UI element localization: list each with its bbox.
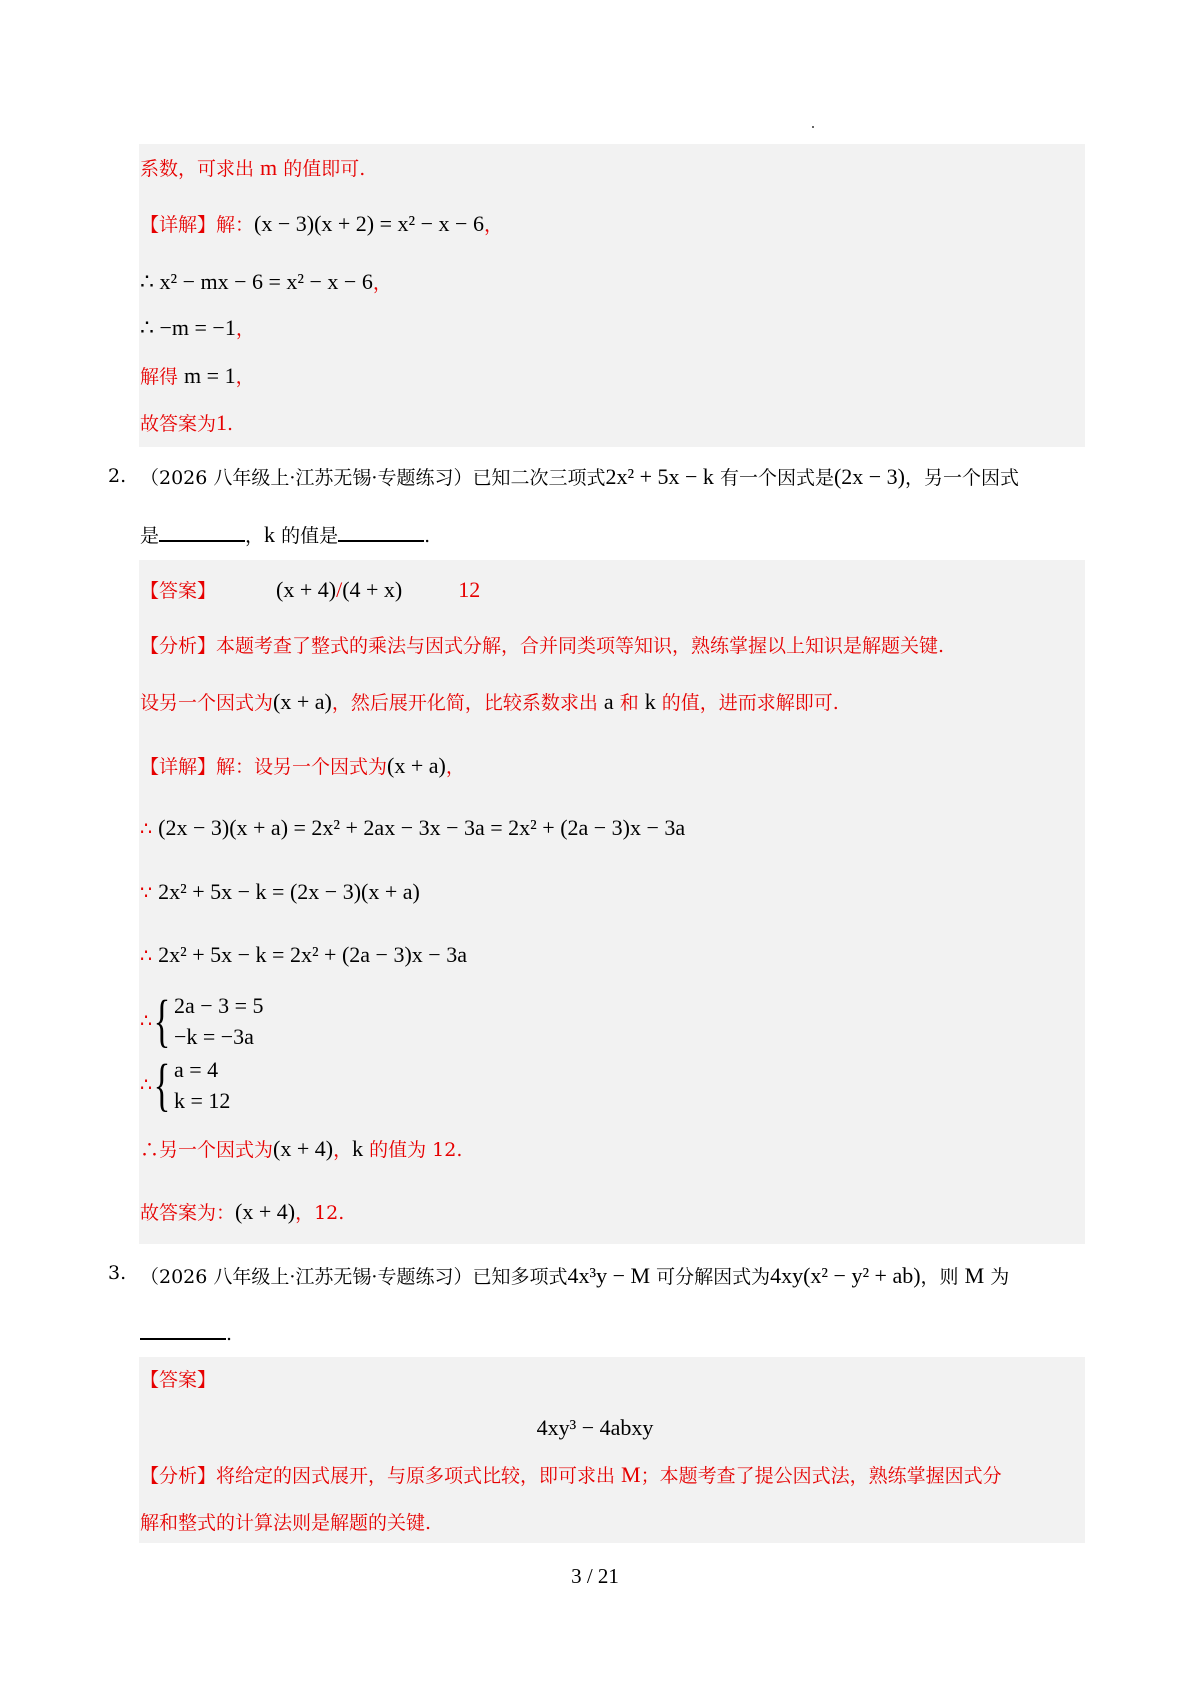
text-segment: 的值，进而求解即可. <box>655 692 839 714</box>
text-segment: ，另一个因式 <box>905 467 1020 489</box>
math-expression: (x + a) <box>273 689 332 714</box>
text-segment: ， <box>235 318 255 340</box>
question-2-text <box>140 463 1019 492</box>
text-line <box>140 154 365 183</box>
equation: −k = −3a <box>173 1024 254 1049</box>
answer-value: (4 + x) <box>342 577 403 602</box>
question-number: 2. <box>108 465 127 487</box>
math-expression: k <box>644 689 656 714</box>
math-expression: (2x − 3)(x + a) = 2x² + 2ax − 3x − 3a = 2x² + (2a − 3)x − 3a <box>158 815 686 840</box>
text-line <box>140 1135 462 1164</box>
answer-sep: / <box>336 577 343 602</box>
math-expression: (x + 4) <box>273 1136 334 1161</box>
text-segment: 设另一个因式为 <box>140 692 274 714</box>
text-segment: ， <box>483 214 503 236</box>
text-line <box>140 752 465 781</box>
text-segment: ， <box>445 756 465 778</box>
text-segment: ， <box>372 272 392 294</box>
answer-blank <box>140 1318 226 1340</box>
text-segment: ，然后展开化简，比较系数求出 <box>331 692 604 714</box>
math-expression: m = 1 <box>184 363 236 388</box>
text-segment: ，则 <box>920 1266 965 1288</box>
equation: 2a − 3 = 5 <box>173 993 264 1018</box>
brace-symbol: { <box>153 1052 171 1117</box>
text-segment: ， <box>333 1139 353 1161</box>
text-segment: 解和整式的计算法则是解题的关键. <box>140 1512 432 1534</box>
question-2-blanks <box>140 520 430 550</box>
answer-row <box>140 576 480 605</box>
therefore-symbol: ∴ <box>140 1010 153 1032</box>
answer-label: 【答案】 <box>140 580 217 602</box>
text-segment: （2026 八年级上·江苏无锡·专题练习）已知多项式 <box>140 1266 568 1288</box>
text-line <box>140 1461 1002 1490</box>
text-segment: ∴另一个因式为 <box>140 1139 274 1161</box>
text: ， <box>245 525 265 547</box>
text-segment: 为 <box>984 1266 1010 1288</box>
text-segment: 故答案为 <box>140 413 217 435</box>
text-segment: 【分析】将给定的因式展开，与原多项式比较，即可求出 <box>140 1465 622 1487</box>
text-line <box>140 632 944 660</box>
answer-blank <box>159 520 245 542</box>
text-line <box>140 878 420 907</box>
math-expression: M <box>964 1263 985 1288</box>
text-line <box>140 814 685 843</box>
text-line <box>140 1509 431 1537</box>
math-expression: ∴ x² − mx − 6 = x² − x − 6 <box>140 269 373 294</box>
answer-blank <box>338 520 424 542</box>
text-segment: ∵ <box>140 882 159 904</box>
equation: k = 12 <box>173 1088 231 1113</box>
math-expression: 1 <box>216 410 228 435</box>
text: 是 <box>140 525 160 547</box>
text-segment: . <box>227 413 234 435</box>
math-expression: (x − 3)(x + 2) = x² − x − 6 <box>254 211 484 236</box>
math-expression: 2x² + 5x − k = 2x² + (2a − 3)x − 3a <box>158 942 467 967</box>
text-segment: 可分解因式为 <box>650 1266 771 1288</box>
text-segment: 有一个因式是 <box>713 467 834 489</box>
text-segment: 和 <box>613 692 645 714</box>
math-expression: k <box>352 1136 364 1161</box>
text-segment: 的值即可. <box>277 158 366 180</box>
text-line <box>140 268 392 297</box>
math-expression: 2x² + 5x − k <box>605 464 714 489</box>
text-segment: ∴ <box>140 945 159 967</box>
text-line <box>140 1198 344 1227</box>
stray-dot <box>812 126 814 128</box>
page-number: 3 / 21 <box>571 1564 619 1588</box>
text-segment: 【分析】本题考查了整式的乘法与因式分解，合并同类项等知识，熟练掌握以上知识是解题关键. <box>140 635 945 657</box>
equation: a = 4 <box>173 1057 219 1082</box>
text: . <box>226 1323 233 1345</box>
question-3-text <box>140 1262 1009 1291</box>
text-segment: ， <box>235 366 255 388</box>
text-segment: 【详解】解： <box>140 214 255 236</box>
answer-row <box>140 1366 216 1394</box>
math-expression: m <box>260 155 278 180</box>
text-line <box>140 409 233 438</box>
text-segment: ；本题考查了提公因式法，熟练掌握因式分 <box>640 1465 1002 1487</box>
text-segment: 故答案为： <box>140 1202 236 1224</box>
text-line <box>140 941 467 970</box>
text-segment: 系数，可求出 <box>140 158 261 180</box>
text-line <box>140 362 255 391</box>
answer-value: (x + 4) <box>276 577 337 602</box>
therefore-symbol: ∴ <box>140 1074 153 1096</box>
math-expression: (x + 4) <box>235 1199 296 1224</box>
text-segment: 解得 <box>140 366 185 388</box>
text-segment: 的值为 12. <box>363 1139 463 1161</box>
equation-system-2 <box>140 1054 230 1116</box>
math-expression: a <box>603 689 614 714</box>
text-line <box>140 314 255 343</box>
text-line <box>140 210 503 239</box>
math-expression: (2x − 3) <box>833 464 906 489</box>
text: . <box>424 525 431 547</box>
brace-symbol: { <box>153 988 171 1053</box>
answer-value: 4xy³ − 4abxy <box>536 1415 654 1440</box>
text-segment: ∴ <box>140 818 159 840</box>
text: 的值是 <box>275 525 339 547</box>
math-expression: (x + a) <box>387 753 446 778</box>
answer-label: 【答案】 <box>140 1369 217 1391</box>
text-line <box>140 688 839 717</box>
question-number: 3. <box>108 1262 127 1284</box>
answer-value-row <box>0 1414 1190 1443</box>
var-k: k <box>264 522 276 547</box>
text-segment: （2026 八年级上·江苏无锡·专题练习）已知二次三项式 <box>140 467 606 489</box>
math-expression: 2x² + 5x − k = (2x − 3)(x + a) <box>158 879 420 904</box>
answer-value: 12 <box>458 577 481 602</box>
math-expression: 4xy(x² − y² + ab) <box>770 1263 921 1288</box>
text-segment: ，12. <box>295 1202 345 1224</box>
equation-system-1 <box>140 990 264 1052</box>
text-segment: 【详解】解：设另一个因式为 <box>140 756 388 778</box>
math-expression: 4x³y − M <box>567 1263 651 1288</box>
math-expression: M <box>621 1462 641 1487</box>
question-3-blank <box>140 1318 232 1348</box>
math-expression: ∴ −m = −1 <box>140 315 236 340</box>
